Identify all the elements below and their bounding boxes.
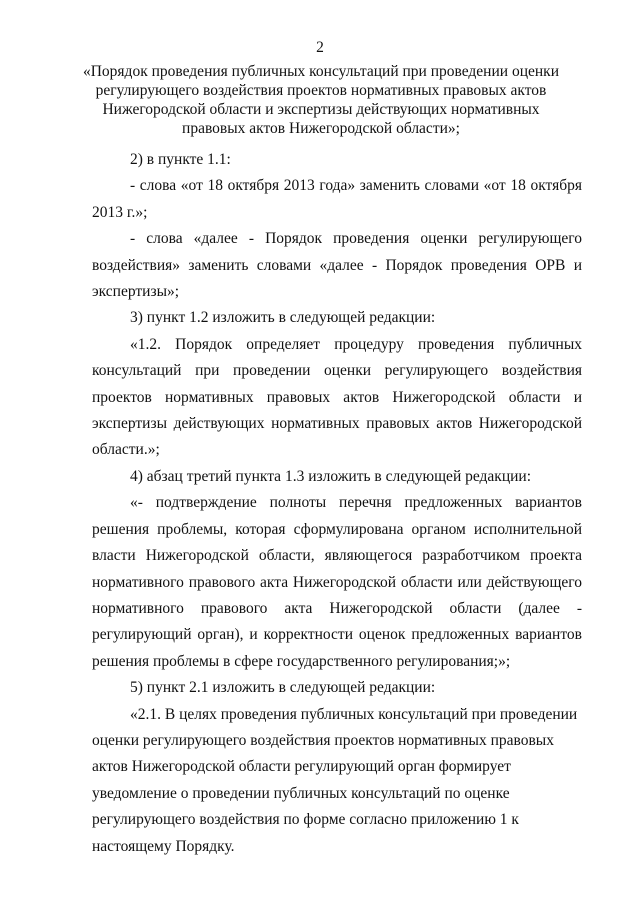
paragraph-clause-1-2: «1.2. Порядок определяет процедуру проведения публичных консультаций при проведении оценки регулирующего воздействия проектов нормативных правовых актов Нижегородской области и экспертизы действующих нормативных правовых актов Нижегородской области.»; [92, 335, 582, 459]
paragraph-replace-date: - слова «от 18 октября 2013 года» заменить словами «от 18 октября 2013 г.»; [92, 177, 582, 221]
paragraph-item-2-intro: 2) в пункте 1.1: [130, 151, 231, 168]
page-number: 2 [316, 39, 324, 56]
paragraph-replace-name: - слова «далее - Порядок проведения оценки регулирующего воздействия» заменить словами «далее - Порядок проведения ОРВ и экспертизы»; [92, 230, 582, 301]
document-heading: «Порядок проведения публичных консультаций при проведении оценки регулирующего воздействия проектов нормативных правовых актов Нижегородской области и экспертизы действующих нормативных правовых актов Нижегородской области»; [82, 63, 559, 137]
paragraph-item-4-intro: 4) абзац третий пункта 1.3 изложить в следующей редакции: [130, 467, 532, 485]
document-body [92, 147, 582, 860]
paragraph-clause-1-3: «- подтверждение полноты перечня предложенных вариантов решения проблемы, которая сформулирована органом исполнительной власти Нижегородской области, являющегося разработчиком проекта нормативного правового акта Нижегородской области или действующего нормативного правового акта Нижегородской области (далее - регулирующий орган), и корректности оценок предложенных вариантов решения проблемы в сфере государственного регулирования;»; [92, 494, 582, 670]
paragraph-item-5-intro: 5) пункт 2.1 изложить в следующей редакции: [130, 679, 436, 697]
paragraph-clause-2-1: «2.1. В целях проведения публичных консультаций при проведении оценки регулирующего воздействия проектов нормативных правовых актов Нижегородской области регулирующий орган формирует уведомление о проведении публичных консультаций по оценке регулирующего воздействия по форме согласно приложению 1 к настоящему Порядку. [92, 705, 578, 855]
paragraph-item-3-intro: 3) пункт 1.2 изложить в следующей редакции: [130, 309, 436, 327]
